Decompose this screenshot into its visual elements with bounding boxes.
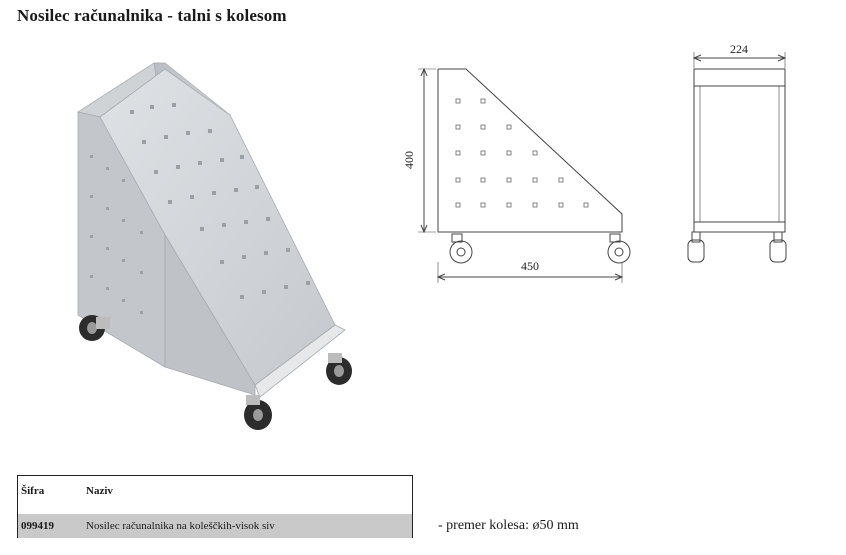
row-code: 099419 [21,520,54,532]
height-dim: 400 [402,151,416,169]
header-code: Šifra [21,485,45,497]
row-name: Nosilec računalnika na koleščkih-visok siv [86,520,275,532]
table-row [18,514,412,538]
depth-dim: 450 [521,259,539,273]
front-view-drawing [688,52,786,262]
product-table [17,475,413,538]
table-header [18,476,412,514]
header-name: Naziv [86,485,113,497]
width-dim: 224 [730,42,748,56]
wheel-diameter-note: - premer kolesa: ø50 mm [438,518,579,533]
page-title: Nosilec računalnika - talni s kolesom [17,6,287,25]
